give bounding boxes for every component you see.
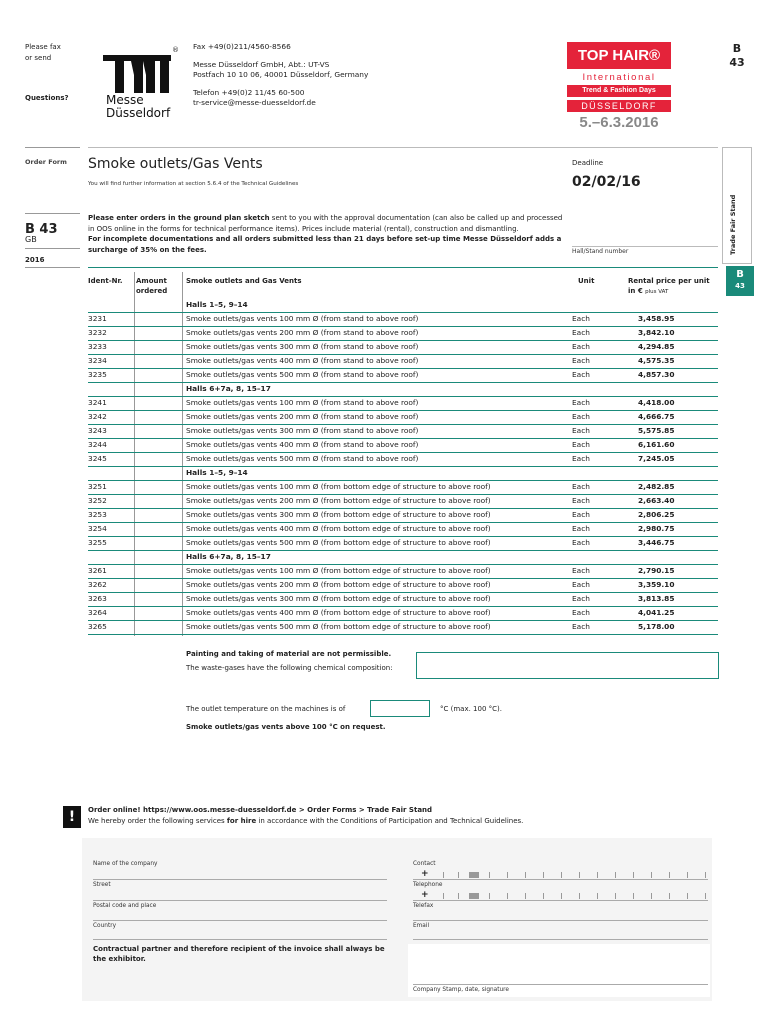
event-international: International [582,72,656,83]
divider [88,147,718,148]
outlet-temperature-label: The outlet temperature on the machines is of [186,705,346,713]
unit: Each [572,524,590,533]
amount-ordered-input[interactable] [136,340,180,353]
rental-price: 3,458.95 [638,314,675,323]
item-description: Smoke outlets/gas vents 300 mm Ø (from stand to above roof) [186,426,419,435]
unit: Each [572,398,590,407]
ident-number: 3235 [88,370,107,379]
painting-note: Painting and taking of material are not permissible. [186,650,392,658]
guidelines-note: You will find further information at section 5.6.4 of the Technical Guidelines [88,181,299,187]
item-description: Smoke outlets/gas vents 200 mm Ø (from stand to above roof) [186,412,419,421]
divider [25,213,80,214]
item-description: Smoke outlets/gas vents 400 mm Ø (from bottom edge of structure to above roof) [186,608,491,617]
rental-price: 2,806.25 [638,510,675,519]
amount-ordered-input[interactable] [136,508,180,521]
rental-price: 4,294.85 [638,342,675,351]
item-description: Smoke outlets/gas vents 500 mm Ø (from stand to above roof) [186,454,419,463]
amount-ordered-input[interactable] [136,312,180,325]
ident-number: 3254 [88,524,107,533]
trade-fair-stand-label: Trade Fair Stand [729,194,737,255]
item-description: Smoke outlets/gas vents 400 mm Ø (from stand to above roof) [186,356,419,365]
email-label: Email [413,923,430,929]
rental-price: 4,666.75 [638,412,675,421]
item-description: Smoke outlets/gas vents 200 mm Ø (from bottom edge of structure to above roof) [186,580,491,589]
unit: Each [572,594,590,603]
rental-price: 2,482.85 [638,482,675,491]
table-row [0,606,770,620]
rental-price: 3,842.10 [638,328,675,337]
deadline-value: 02/02/16 [572,174,641,190]
order-statement: We hereby order the following services for hire in accordance with the Conditions of Participation and Technical Guidelines. [88,817,524,825]
item-description: Smoke outlets/gas vents 100 mm Ø (from stand to above roof) [186,398,419,407]
ident-number: 3245 [88,454,107,463]
table-row [0,592,770,606]
ident-number: 3231 [88,314,107,323]
column-header-unit: Unit [578,277,595,285]
country-label: Country [93,923,117,929]
divider [25,248,80,249]
table-row [0,536,770,550]
side-form-code: B 43 [25,222,58,237]
postal-address-line1: Messe Düsseldorf GmbH, Abt.: UT-VS [193,60,330,69]
ident-number: 3233 [88,342,107,351]
phone-number: Telefon +49(0)2 11/45 60-500 [193,88,305,97]
divider [572,246,718,247]
event-dates: 5.–6.3.2016 [579,114,659,131]
rental-price: 4,575.35 [638,356,675,365]
group-header [0,298,770,312]
order-online-link[interactable]: Order online! https://www.oos.messe-duesseldorf.de > Order Forms > Trade Fair Stand [88,806,433,814]
rental-price: 5,575.85 [638,426,675,435]
table-row [0,438,770,452]
email-field[interactable] [413,920,708,921]
table-row [0,452,770,466]
group-title: Halls 1–5, 9–14 [186,468,248,477]
amount-ordered-input[interactable] [136,494,180,507]
table-row [0,424,770,438]
waste-gas-label: The waste-gases have the following chemical composition: [186,664,393,672]
unit: Each [572,440,590,449]
telefax-label: Telefax [413,903,434,909]
section-tab: B 43 [726,266,754,296]
rental-price: 5,178.00 [638,622,675,631]
rental-price: 2,663.40 [638,496,675,505]
above-100-note: Smoke outlets/gas vents above 100 °C on request. [186,723,386,731]
unit: Each [572,608,590,617]
unit: Each [572,412,590,421]
ident-number: 3261 [88,566,107,575]
ident-number: 3234 [88,356,107,365]
amount-ordered-input[interactable] [136,410,180,423]
logo-wordmark: Messe Düsseldorf [106,93,171,120]
amount-ordered-input[interactable] [136,480,180,493]
street-label: Street [93,882,111,888]
amount-ordered-input[interactable] [136,354,180,367]
ident-number: 3243 [88,426,107,435]
table-row [0,564,770,578]
table-row [0,508,770,522]
amount-ordered-input[interactable] [136,368,180,381]
telefax-field[interactable]: + [413,893,708,902]
registered-mark: ® [172,46,179,54]
side-language: GB [25,235,37,244]
column-header-price: Rental price per unit in € plus VAT [628,277,710,295]
table-row [0,368,770,382]
table-row [0,326,770,340]
questions-label: Questions? [25,94,69,102]
rental-price: 2,790.15 [638,566,675,575]
item-description: Smoke outlets/gas vents 400 mm Ø (from stand to above roof) [186,440,419,449]
ident-number: 3263 [88,594,107,603]
table-row [0,396,770,410]
divider [25,147,80,148]
table-row [0,620,770,634]
unit: Each [572,426,590,435]
table-row [0,354,770,368]
amount-ordered-input[interactable] [136,522,180,535]
unit: Each [572,538,590,547]
fax-instruction: Please fax or send [25,43,61,62]
fax-number: Fax +49(0)211/4560-8566 [193,42,291,51]
ident-number: 3232 [88,328,107,337]
item-description: Smoke outlets/gas vents 300 mm Ø (from bottom edge of structure to above roof) [186,510,491,519]
rental-price: 6,161.60 [638,440,675,449]
unit: Each [572,342,590,351]
amount-ordered-input[interactable] [136,326,180,339]
item-description: Smoke outlets/gas vents 500 mm Ø (from bottom edge of structure to above roof) [186,622,491,631]
item-description: Smoke outlets/gas vents 100 mm Ø (from bottom edge of structure to above roof) [186,482,491,491]
unit: Each [572,314,590,323]
contact-block [193,42,368,108]
divider [413,879,708,880]
amount-ordered-input[interactable] [136,438,180,451]
street-field[interactable] [93,900,387,901]
unit: Each [572,482,590,491]
unit: Each [572,370,590,379]
ident-number: 3255 [88,538,107,547]
divider [88,267,718,268]
deadline-label: Deadline [572,159,604,167]
event-city: DÜSSELDORF [567,100,671,112]
unit: Each [572,328,590,337]
rental-price: 4,857.30 [638,370,675,379]
table-row [0,522,770,536]
ident-number: 3252 [88,496,107,505]
company-name-label: Name of the company [93,861,158,867]
row-divider [88,634,718,635]
telephone-label: Telephone [413,882,443,888]
ident-number: 3244 [88,440,107,449]
table-row [0,578,770,592]
item-description: Smoke outlets/gas vents 200 mm Ø (from stand to above roof) [186,328,419,337]
waste-gas-input[interactable] [416,652,719,679]
rental-price: 4,418.00 [638,398,675,407]
postal-code-label: Postal code and place [93,903,157,909]
unit: Each [572,496,590,505]
item-description: Smoke outlets/gas vents 400 mm Ø (from bottom edge of structure to above roof) [186,524,491,533]
ident-number: 3241 [88,398,107,407]
unit: Each [572,356,590,365]
amount-ordered-input[interactable] [136,396,180,409]
form-code: B 43 [729,42,745,69]
service-email: tr-service@messe-duesseldorf.de [193,98,316,107]
amount-ordered-input[interactable] [136,536,180,549]
amount-ordered-input[interactable] [136,452,180,465]
table-row [0,494,770,508]
ident-number: 3262 [88,580,107,589]
country-field[interactable] [93,939,387,940]
page-title: Smoke outlets/Gas Vents [88,156,263,172]
rental-price: 7,245.05 [638,454,675,463]
amount-ordered-input[interactable] [136,578,180,591]
ident-number: 3251 [88,482,107,491]
table-row [0,480,770,494]
rental-price: 4,041.25 [638,608,675,617]
divider [413,984,708,985]
postal-code-field[interactable] [93,920,387,921]
unit: Each [572,580,590,589]
divider [413,939,708,940]
amount-ordered-input[interactable] [136,592,180,605]
amount-ordered-input[interactable] [136,606,180,619]
company-name-field[interactable] [93,879,387,880]
column-header-amount: Amount ordered [136,277,168,295]
amount-ordered-input[interactable] [136,424,180,437]
table-row [0,312,770,326]
item-description: Smoke outlets/gas vents 300 mm Ø (from bottom edge of structure to above roof) [186,594,491,603]
outlet-temperature-input[interactable] [370,700,430,717]
column-header-ident: Ident-Nr. [88,277,123,285]
amount-ordered-input[interactable] [136,564,180,577]
warning-icon: ! [63,806,81,828]
event-logo [567,42,671,130]
table-row [0,340,770,354]
unit: Each [572,510,590,519]
column-header-description: Smoke outlets and Gas Vents [186,277,302,285]
unit: Each [572,566,590,575]
item-description: Smoke outlets/gas vents 500 mm Ø (from stand to above roof) [186,370,419,379]
group-title: Halls 6+7a, 8, 15–17 [186,552,271,561]
rental-price: 3,446.75 [638,538,675,547]
item-description: Smoke outlets/gas vents 500 mm Ø (from bottom edge of structure to above roof) [186,538,491,547]
rental-price: 3,359.10 [638,580,675,589]
group-title: Halls 6+7a, 8, 15–17 [186,384,271,393]
rental-price: 3,813.85 [638,594,675,603]
item-description: Smoke outlets/gas vents 200 mm Ø (from bottom edge of structure to above roof) [186,496,491,505]
contact-label: Contact [413,861,436,867]
ident-number: 3265 [88,622,107,631]
postal-address-line2: Postfach 10 10 06, 40001 Düsseldorf, Germany [193,70,369,79]
ident-number: 3253 [88,510,107,519]
hall-stand-field[interactable]: Hall/Stand number [572,248,629,255]
table-row [0,410,770,424]
item-description: Smoke outlets/gas vents 100 mm Ø (from stand to above roof) [186,314,419,323]
messe-duesseldorf-logo-icon [103,55,171,93]
stamp-signature-label: Company Stamp, date, signature [413,987,509,993]
group-title: Halls 1–5, 9–14 [186,300,248,309]
divider [413,900,708,901]
contract-note: Contractual partner and therefore recipient of the invoice shall always be the exhibitor. [93,945,385,963]
side-year: 2016 [25,256,45,264]
order-form-label: Order Form [25,158,67,166]
telephone-field[interactable]: + [413,872,708,881]
trade-fair-stand-tab [722,147,752,264]
group-header [0,550,770,564]
item-description: Smoke outlets/gas vents 300 mm Ø (from stand to above roof) [186,342,419,351]
unit: Each [572,454,590,463]
event-name: TOP HAIR® [567,42,671,69]
outlet-temperature-unit: °C (max. 100 °C). [440,705,502,713]
ident-number: 3264 [88,608,107,617]
ident-number: 3242 [88,412,107,421]
amount-ordered-input[interactable] [136,620,180,633]
item-description: Smoke outlets/gas vents 100 mm Ø (from bottom edge of structure to above roof) [186,566,491,575]
group-header [0,382,770,396]
divider [25,267,80,268]
unit: Each [572,622,590,631]
order-instructions: Please enter orders in the ground plan sketch sent to you with the approval documentation (can also be called up and processed in OOS online in the forms for technical performance items). Prices include material (rental), construction and dismantling. For incomplete documentations and all orders submitted less than 21 days before set-up time Messe Düsseldorf adds a surcharge of 35% on the fees. [88,214,563,254]
rental-price: 2,980.75 [638,524,675,533]
event-subtitle: Trend & Fashion Days [567,85,671,97]
group-header [0,466,770,480]
